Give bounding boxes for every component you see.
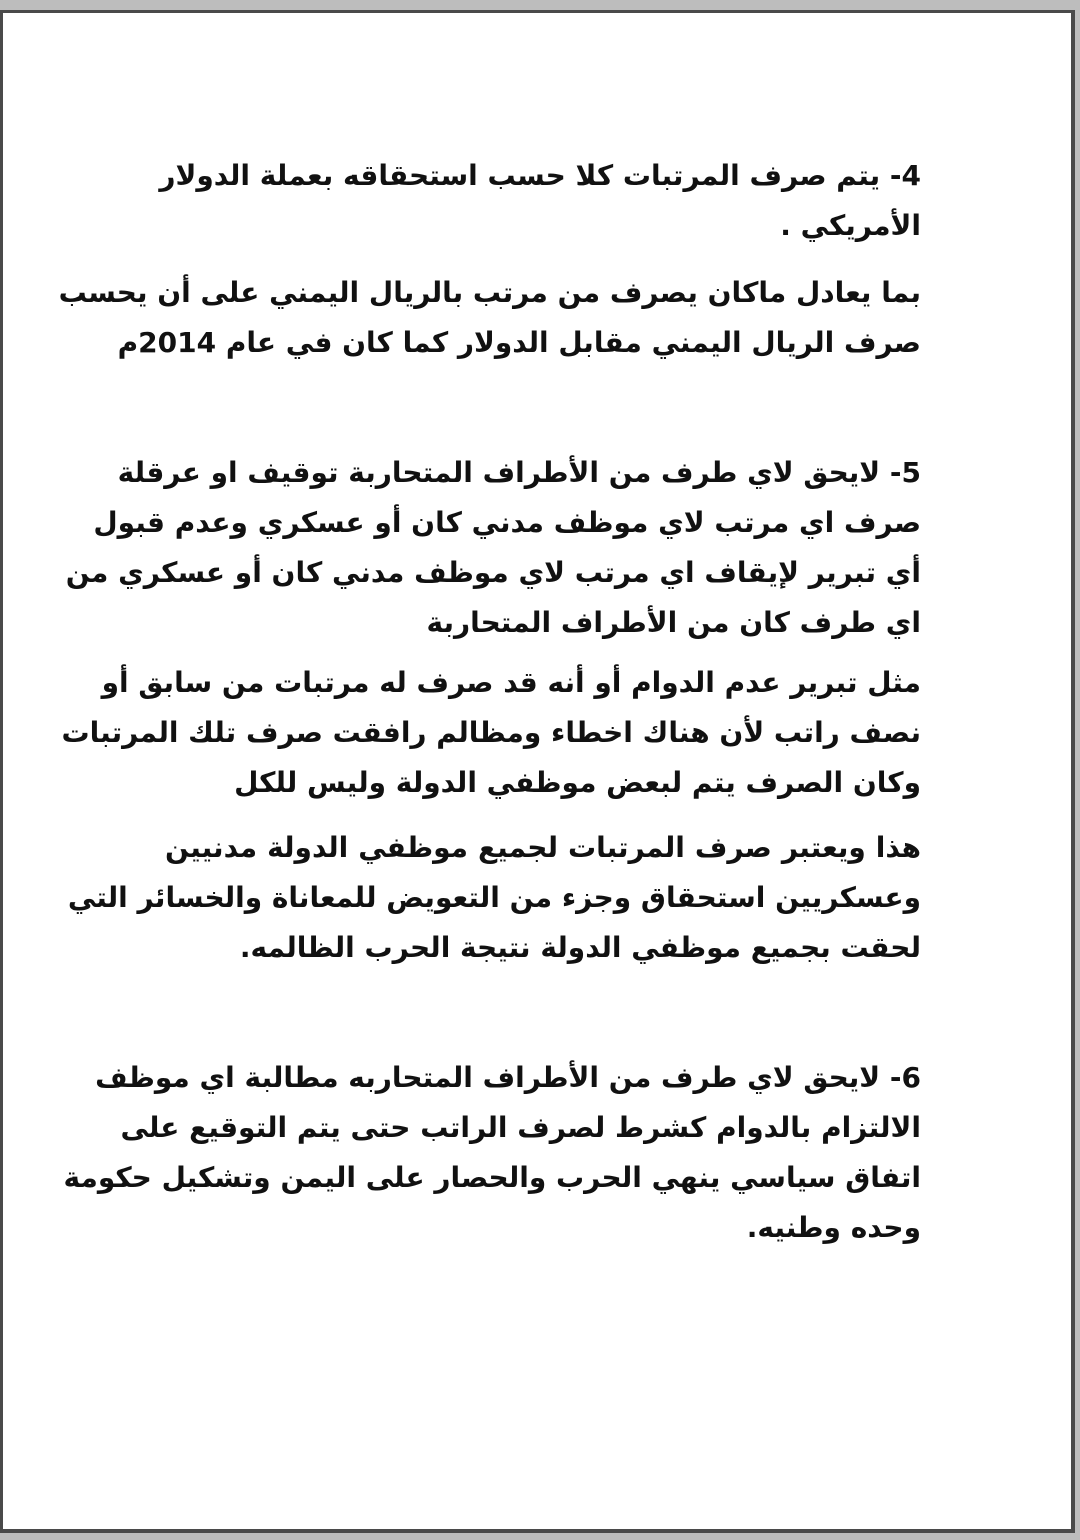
text-line: الأمريكي . bbox=[780, 209, 921, 242]
text-line: اتفاق سياسي ينهي الحرب والحصار على اليمن وتشكيل حكومة bbox=[63, 1161, 921, 1194]
text-line: بما يعادل ماكان يصرف من مرتب بالريال اليمني على أن يحسب bbox=[58, 276, 921, 309]
text-line: اي طرف كان من الأطراف المتحاربة bbox=[426, 606, 921, 639]
text-line: صرف اي مرتب لاي موظف مدني كان أو عسكري وعدم قبول bbox=[93, 506, 921, 539]
paragraph-item-5-compensation bbox=[67, 823, 921, 973]
paragraph-item-4-detail bbox=[58, 268, 921, 368]
text-line: 6- لايحق لاي طرف من الأطراف المتحاربه مطالبة اي موظف bbox=[95, 1061, 921, 1094]
text-line: هذا ويعتبر صرف المرتبات لجميع موظفي الدولة مدنيين bbox=[165, 831, 921, 864]
paragraph-item-5 bbox=[65, 448, 921, 648]
text-line: 4- يتم صرف المرتبات كلا حسب استحقاقه بعملة الدولار bbox=[159, 159, 921, 192]
paragraph-item-5-examples bbox=[61, 658, 921, 808]
text-line: نصف راتب لأن هناك اخطاء ومظالم رافقت صرف تلك المرتبات bbox=[61, 716, 921, 749]
text-line: 5- لايحق لاي طرف من الأطراف المتحاربة توقيف او عرقلة bbox=[117, 456, 921, 489]
text-line: صرف الريال اليمني مقابل الدولار كما كان في عام 2014م bbox=[117, 326, 921, 359]
text-line: وحده وطنيه. bbox=[746, 1211, 921, 1244]
text-line: وعسكريين استحقاق وجزء من التعويض للمعاناة والخسائر التي bbox=[67, 881, 921, 914]
paragraph-item-4 bbox=[159, 151, 921, 251]
document-page bbox=[0, 10, 1075, 1533]
text-line: الالتزام بالدوام كشرط لصرف الراتب حتى يتم التوقيع على bbox=[120, 1111, 921, 1144]
text-line: أي تبرير لإيقاف اي مرتب لاي موظف مدني كان أو عسكري من bbox=[65, 556, 921, 589]
text-line: لحقت بجميع موظفي الدولة نتيجة الحرب الظالمه. bbox=[239, 931, 921, 964]
text-line: وكان الصرف يتم لبعض موظفي الدولة وليس للكل bbox=[234, 766, 921, 799]
paragraph-item-6 bbox=[63, 1053, 921, 1253]
text-line: مثل تبرير عدم الدوام أو أنه قد صرف له مرتبات من سابق أو bbox=[101, 666, 921, 699]
